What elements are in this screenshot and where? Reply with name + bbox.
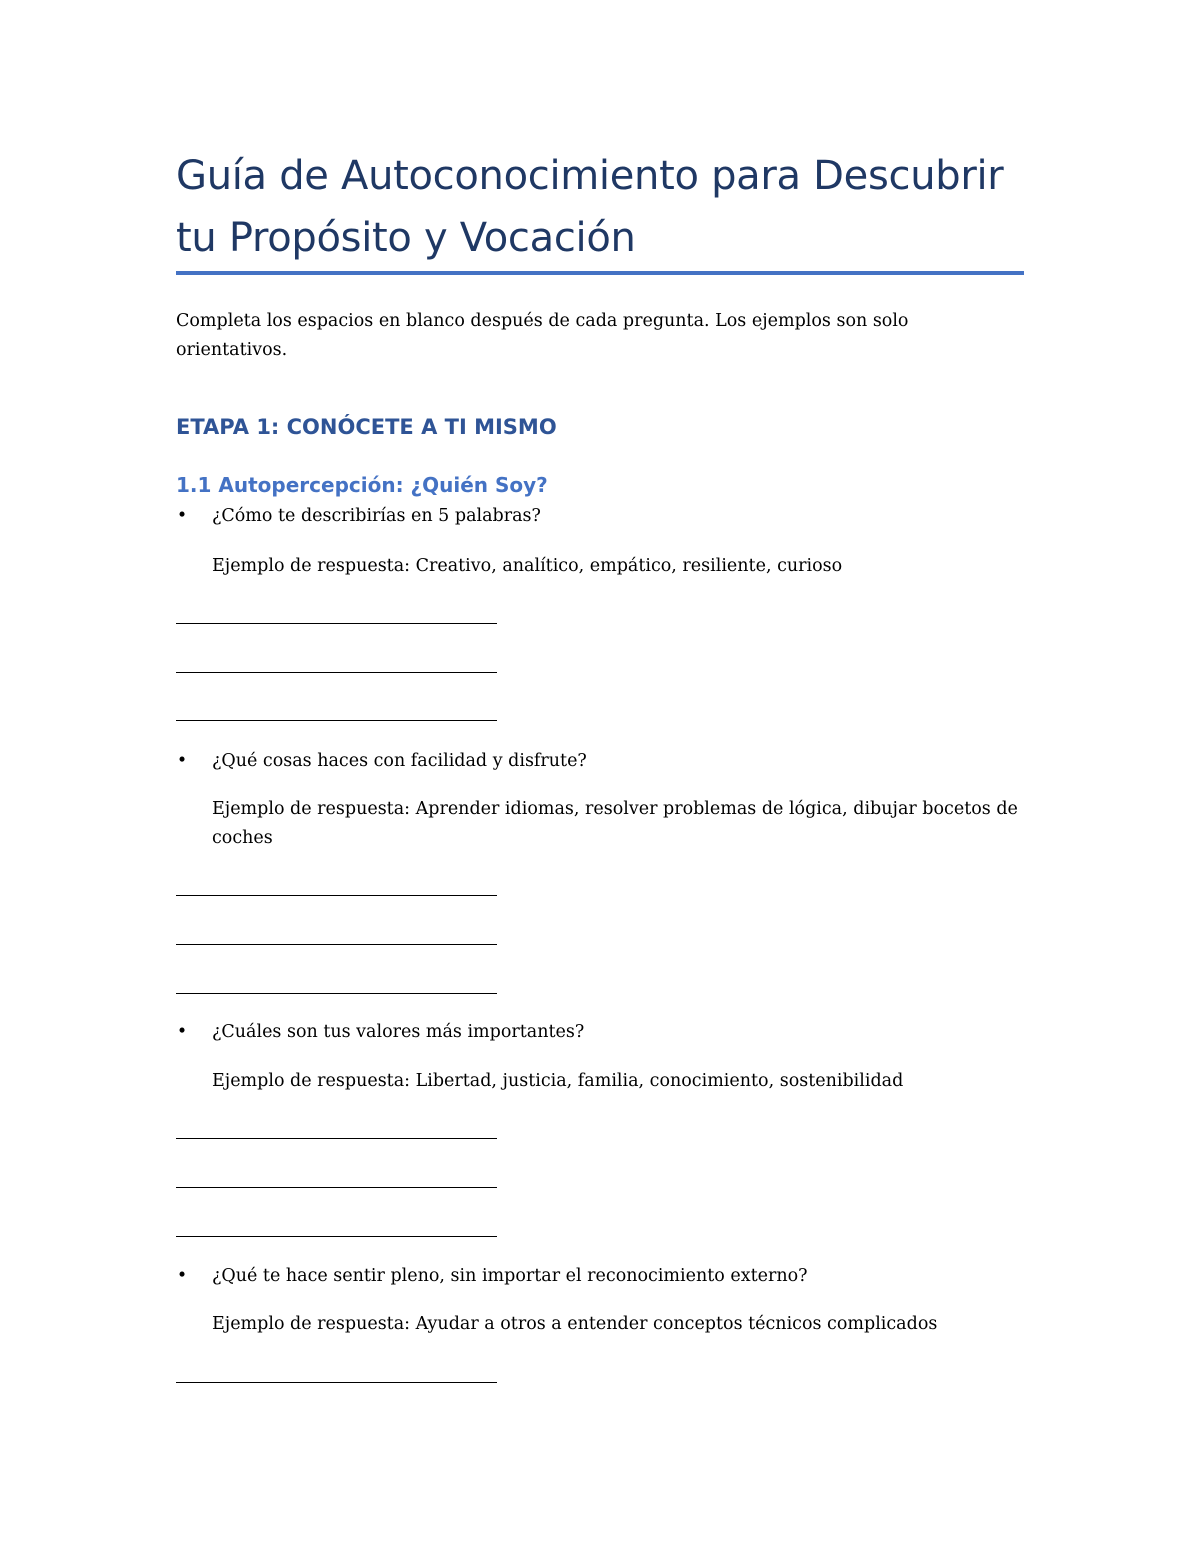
- example-answer: Ejemplo de respuesta: Aprender idiomas, resolver problemas de lógica, dibujar bocetos de coches: [212, 799, 1018, 848]
- bullet-icon: •: [176, 506, 188, 526]
- answer-line[interactable]: [176, 720, 497, 721]
- answer-line[interactable]: [176, 1138, 497, 1139]
- example-answer: Ejemplo de respuesta: Creativo, analítico, empático, resiliente, curioso: [212, 556, 843, 576]
- question-text: ¿Cuáles son tus valores más importantes?: [212, 1022, 585, 1042]
- example-answer: Ejemplo de respuesta: Ayudar a otros a entender conceptos técnicos complicados: [212, 1314, 938, 1334]
- question-text: ¿Qué cosas haces con facilidad y disfrute?: [212, 751, 587, 771]
- answer-line[interactable]: [176, 993, 497, 994]
- document-title: Guía de Autoconocimiento para Descubrir tu Propósito y Vocación: [176, 153, 1004, 261]
- bullet-icon: •: [176, 751, 188, 771]
- bullet-icon: •: [176, 1022, 188, 1042]
- question-text: ¿Qué te hace sentir pleno, sin importar el reconocimiento externo?: [212, 1266, 808, 1286]
- answer-line[interactable]: [176, 672, 497, 673]
- example-answer: Ejemplo de respuesta: Libertad, justicia, familia, conocimiento, sostenibilidad: [212, 1071, 904, 1091]
- answer-line[interactable]: [176, 1236, 497, 1237]
- answer-line[interactable]: [176, 944, 497, 945]
- stage-heading: ETAPA 1: CONÓCETE A TI MISMO: [176, 415, 557, 439]
- section-heading: 1.1 Autopercepción: ¿Quién Soy?: [176, 473, 548, 497]
- answer-line[interactable]: [176, 1187, 497, 1188]
- answer-line[interactable]: [176, 1382, 497, 1383]
- answer-line[interactable]: [176, 895, 497, 896]
- bullet-icon: •: [176, 1266, 188, 1286]
- intro-paragraph: Completa los espacios en blanco después de cada pregunta. Los ejemplos son solo orientativos.: [176, 311, 909, 360]
- title-underline: [176, 271, 1024, 275]
- answer-line[interactable]: [176, 623, 497, 624]
- question-text: ¿Cómo te describirías en 5 palabras?: [212, 506, 541, 526]
